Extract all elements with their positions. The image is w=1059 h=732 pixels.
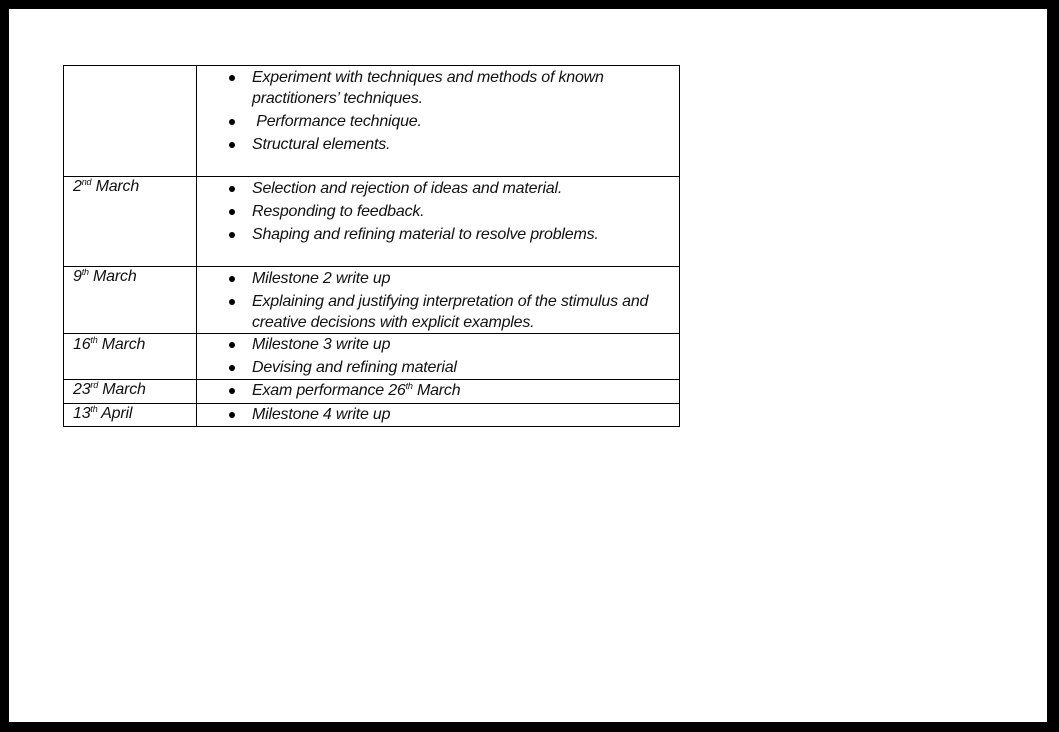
date-cell [64,66,197,177]
date-label: 16th March [73,335,146,353]
table-row [64,404,680,427]
bullet-icon [229,388,235,394]
bullet-list [197,177,679,245]
list-item: Explaining and justifying interpretation of the stimulus and creative decisions with explicit examples. [197,291,679,333]
date-cell [64,404,197,427]
bullet-icon [229,299,235,305]
table-row [64,334,680,380]
list-item: Experiment with techniques and methods of known practitioners’ techniques. [197,67,679,109]
list-item: Shaping and refining material to resolve problems. [197,224,679,245]
table-row [64,66,680,177]
bullet-icon [229,365,235,371]
list-item: Milestone 2 write up [197,268,679,289]
list-item: Exam performance 26th March [197,380,679,402]
bullet-list [197,404,679,426]
bullet-list [197,66,679,155]
bullet-icon [229,142,235,148]
bullet-icon [229,209,235,215]
list-item: Structural elements. [197,134,679,155]
list-item: Milestone 3 write up [197,334,679,355]
bullet-icon [229,342,235,348]
bullet-icon [229,276,235,282]
list-item: Performance technique. [197,111,679,132]
content-cell [197,380,680,404]
list-item: Devising and refining material [197,357,679,378]
bullet-icon [229,75,235,81]
date-label: 23rd March [73,380,146,398]
content-cell [197,404,680,427]
date-label: 2nd March [73,177,140,195]
bullet-list [197,334,679,378]
table-row [64,267,680,334]
list-item: Selection and rejection of ideas and material. [197,178,679,199]
date-label: 9th March [73,267,137,285]
schedule-table [63,65,680,427]
bullet-icon [229,186,235,192]
date-cell [64,267,197,334]
bullet-icon [229,119,235,125]
date-cell [64,334,197,380]
content-cell [197,177,680,267]
content-cell [197,267,680,334]
bullet-list [197,380,679,402]
bullet-icon [229,232,235,238]
date-cell [64,380,197,404]
table-row [64,380,680,404]
bullet-list [197,267,679,333]
content-cell [197,334,680,380]
list-item: Milestone 4 write up [197,404,679,426]
document-page [9,9,1047,722]
date-label: 13th April [73,404,133,422]
table-row [64,177,680,267]
content-cell [197,66,680,177]
bullet-icon [229,412,235,418]
date-cell [64,177,197,267]
list-item: Responding to feedback. [197,201,679,222]
